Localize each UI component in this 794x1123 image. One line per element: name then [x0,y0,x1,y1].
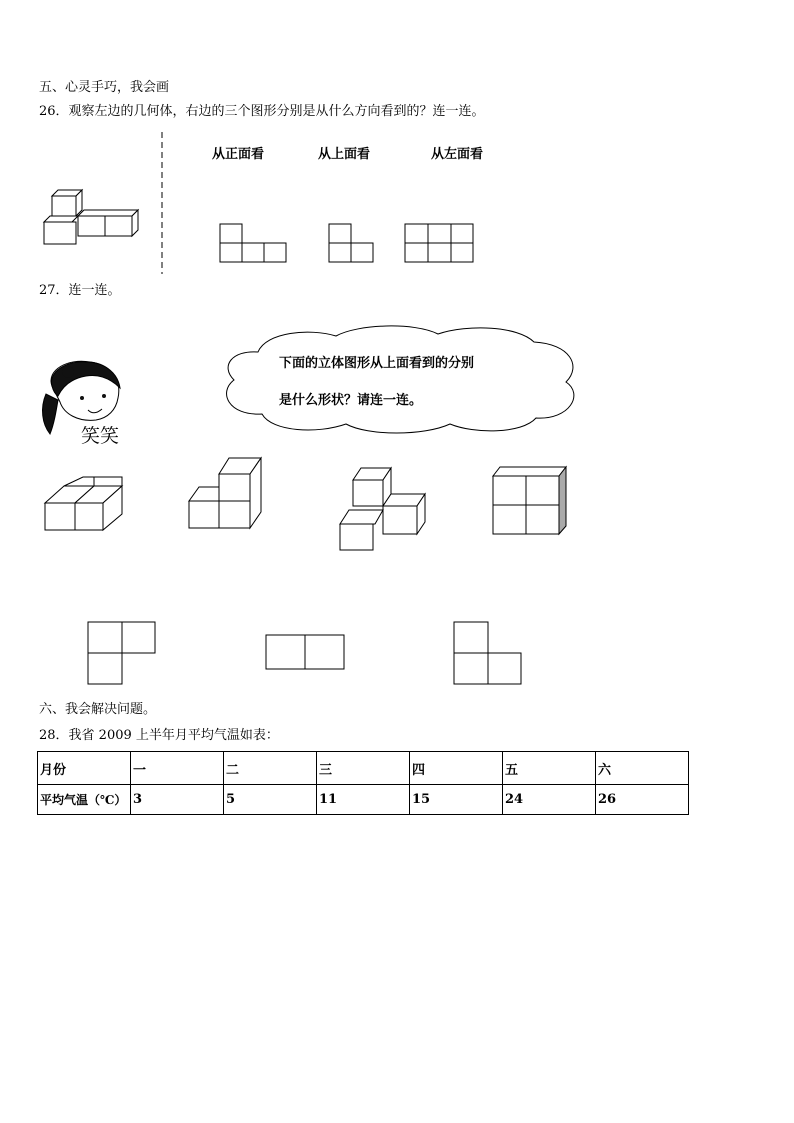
solid-figure-2 [188,456,264,530]
top-view-shape-1 [87,621,159,687]
temperature-table [37,751,689,815]
table-cell: 3 [131,785,224,815]
solid-figure-1 [44,474,126,532]
table-cell: 二 [224,752,317,785]
table-cell: 5 [224,785,317,815]
table-cell: 24 [503,785,596,815]
table-row [38,752,689,785]
table-cell: 26 [596,785,689,815]
table-row [38,785,689,815]
table-cell: 三 [317,752,410,785]
q26-text: 26．观察左边的几何体，右边的三个图形分别是从什么方向看到的？连一连。 [39,104,485,119]
label-left-view: 从左面看 [431,147,484,162]
divider-dashed-line [159,132,165,274]
character-name: 笑笑 [81,425,120,447]
section6-heading: 六、我会解决问题。 [39,702,157,717]
view-shape-2 [328,223,376,263]
solid-figure-3 [339,466,427,552]
solid-figure-4 [492,466,568,536]
bubble-line-2: 是什么形状？请连一连。 [279,393,423,408]
table-cell: 五 [503,752,596,785]
thought-cloud [218,322,582,436]
label-top-view: 从上面看 [318,147,371,162]
table-cell: 平均气温（℃） [38,785,131,815]
q28-text: 28．我省 2009 上半年月平均气温如表： [39,728,279,743]
q27-text: 27．连一连。 [39,283,121,298]
table-cell: 一 [131,752,224,785]
bubble-line-1: 下面的立体图形从上面看到的分别 [279,356,475,371]
thought-dots [140,396,222,422]
table-cell: 六 [596,752,689,785]
table-cell: 四 [410,752,503,785]
q26-solid-figure [42,188,142,248]
view-shape-3 [404,223,476,263]
top-view-shape-3 [453,621,525,687]
view-shape-1 [219,223,289,263]
section5-heading: 五、心灵手巧，我会画 [39,80,170,95]
table-cell: 月份 [38,752,131,785]
top-view-shape-2 [265,634,347,672]
table-cell: 11 [317,785,410,815]
label-front-view: 从正面看 [212,147,265,162]
table-cell: 15 [410,785,503,815]
